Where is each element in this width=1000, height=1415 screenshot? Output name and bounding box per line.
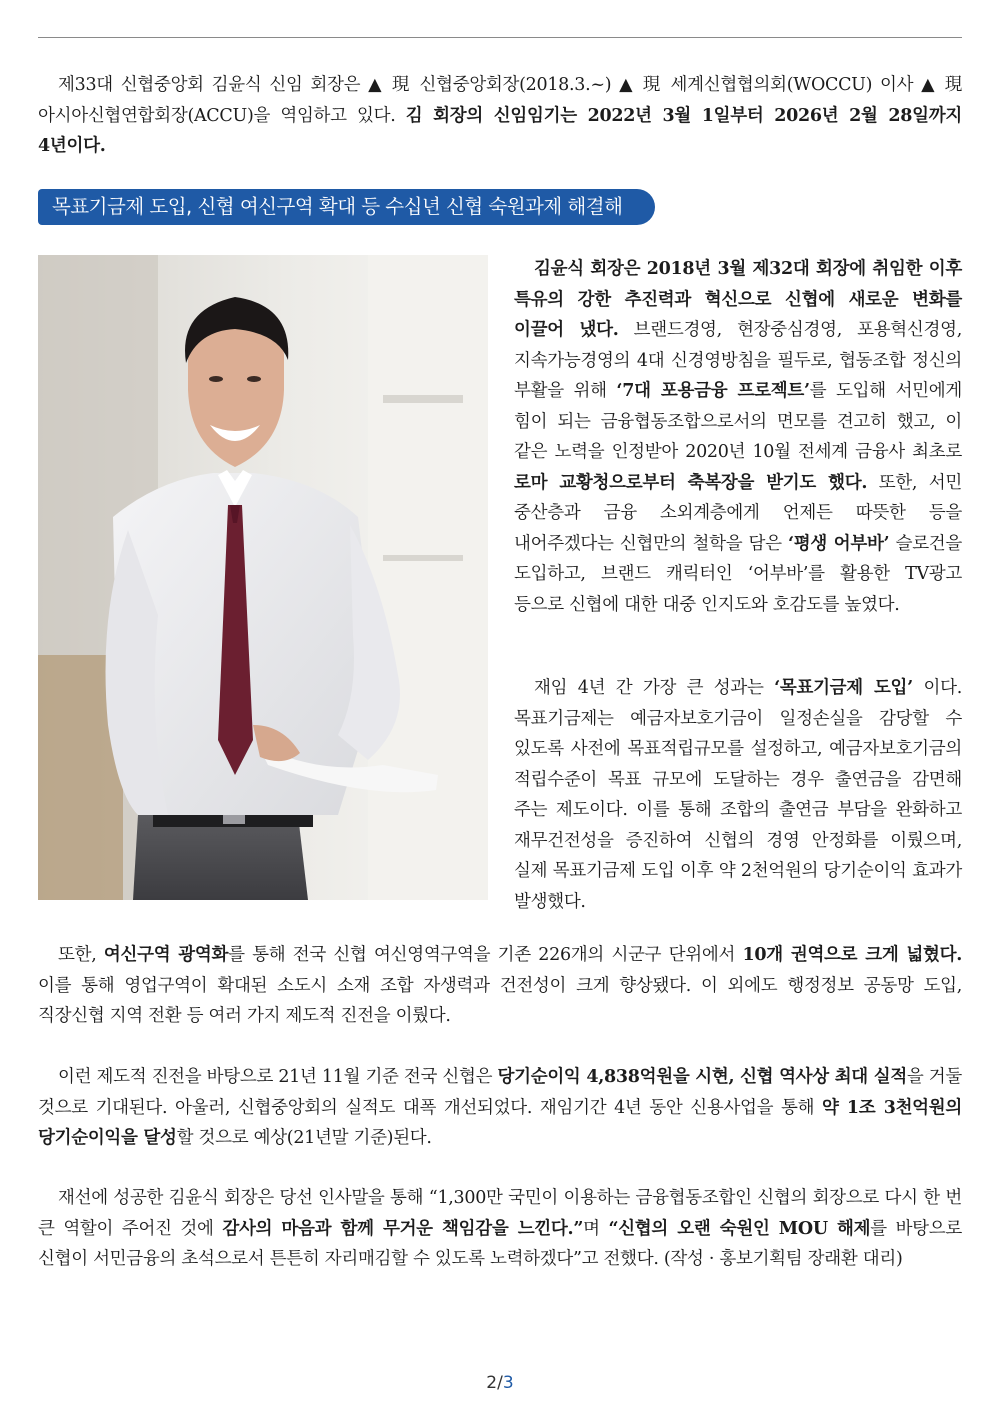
intro-paragraph: 제33대 신협중앙회 김윤식 신임 회장은 ▲ 現 신협중앙회장(2018.3.~) ▲ 現 세계신협협의회(WOCCU) 이사 ▲ 現 아시아신협연합회장(ACCU)을 역임하고 있다. 김 회장의 신임임기는 2022년 3월 1일부터 2026년 2월 28일까지 4년이다. bbox=[38, 75, 962, 156]
portrait-photo bbox=[38, 255, 488, 900]
achievements-paragraph: 김윤식 회장은 2018년 3월 제32대 회장에 취임한 이후 특유의 강한 추진력과 혁신으로 신협에 새로운 변화를 이끌어 냈다. 브랜드경영, 현장중심경영, 포용혁신경영, 지속가능경영의 4대 신경영방침을 필두로, 협동조합 정신의 부활을 위해 ‘7대 포용금융 프로젝트’를 도입해 서민에게 힘이 되는 금융협동조합으로서의 면모를 견고히 했고, 이 같은 노력을 인정받아 2020년 10월 전세계 금융사 최초로 로마 교황청으로부터 축복장을 받기도 했다. 또한, 서민 중산층과 금융 소외계층에게 언제든 따뜻한 등을 내어주겠다는 신협만의 철학을 담은 ‘평생 어부바’ 슬로건을 도입하고, 브랜드 캐릭터인 ‘어부바’를 활용한 TV광고 등으로 신협에 대한 대중 인지도와 호감도를 높였다. bbox=[514, 259, 963, 615]
reelection-paragraph: 재선에 성공한 김윤식 회장은 당선 인사말을 통해 “1,300만 국민이 이용하는 금융협동조합인 신협의 회장으로 다시 한 번 큰 역할이 주어진 것에 감사의 마음과 함께 무거운 책임감을 느낀다.”며 “신협의 오랜 숙원인 MOU 해제를 바탕으로 신협이 서민금융의 초석으로서 튼튼히 자리매김할 수 있도록 노력하겠다”고 전했다. (작성 · 홍보기획팀 장래환 대리) bbox=[38, 1188, 963, 1269]
top-divider bbox=[38, 37, 962, 38]
page-number: 2/3 bbox=[486, 1373, 514, 1393]
section-heading: 목표기금제 도입, 신협 여신구역 확대 등 수십년 신협 숙원과제 해결해 bbox=[38, 189, 655, 225]
loan-area-paragraph: 또한, 여신구역 광역화를 통해 전국 신협 여신영역구역을 기존 226개의 시군구 단위에서 10개 권역으로 크게 넓혔다. 이를 통해 영업구역이 확대된 소도시 소재 조합 자생력과 건전성이 크게 향상됐다. 이 외에도 행정정보 공동망 도입, 직장신협 지역 전환 등 여러 가지 제도적 진전을 이뤘다. bbox=[38, 945, 962, 1026]
performance-paragraph: 이런 제도적 진전을 바탕으로 21년 11월 기준 전국 신협은 당기순이익 4,838억원을 시현, 신협 역사상 최대 실적을 거둘 것으로 기대된다. 아울러, 신협중앙회의 실적도 대폭 개선되었다. 재임기간 4년 동안 신용사업을 통해 약 1조 3천억원의 당기순이익을 달성할 것으로 예상(21년말 기준)된다. bbox=[38, 1067, 963, 1148]
portrait-illustration bbox=[38, 255, 488, 900]
target-fund-paragraph: 재임 4년 간 가장 큰 성과는 ‘목표기금제 도입’ 이다. 목표기금제는 예금자보호기금이 일정손실을 감당할 수 있도록 사전에 목표적립규모를 설정하고, 예금자보호기금의 적립수준이 목표 규모에 도달하는 경우 출연금을 감면해 주는 제도이다. 이를 통해 조합의 출연금 부담을 완화하고 재무건전성을 증진하여 신협의 경영 안정화를 이뤘으며, 실제 목표기금제 도입 이후 약 2천억원의 당기순이익 효과가 발생했다. bbox=[514, 678, 962, 912]
